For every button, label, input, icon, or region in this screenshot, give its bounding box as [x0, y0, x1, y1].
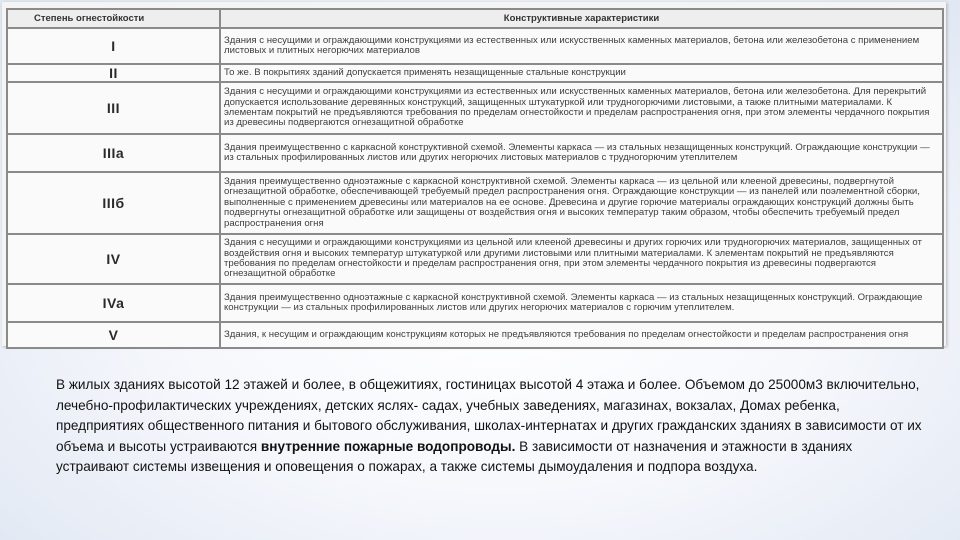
description-cell: Здания с несущими и ограждающими конструкциями из естественных или искусственных каменных материалов, бетона или железобетона. Для перекрытий допускается использование деревянных конструкций, защищенных штукатуркой или трудногорючими листовыми, а также плитными материалами. К элементам покрытий не предъявляются требования по пределам огнестойкости и пределам распространения огня, при этом элементы чердачного покрытия из древесины подвергаются огнезащитной обработке	[220, 82, 943, 134]
degree-cell: I	[7, 28, 220, 64]
paragraph-text-start: В жилых зданиях высотой 12 этажей и более, в общежитиях, гостиницах высотой 4 этажа и более. Объемом до 25000м3 включительно, лечебно-профилактических учреждениях, детских яслях- садах, учебных заведениях, магазинах, вокзалах, Домах ребенка, предприятиях общественного питания и бытового обслуживания, школах-интернатах и других гражданских зданиях в зависимости от их объема и высоты устраиваются	[56, 377, 922, 454]
paragraph-bold-phrase: внутренние пожарные водопроводы.	[260, 438, 516, 454]
description-cell: Здания с несущими и ограждающими конструкциями из цельной или клееной древесины и других горючих или трудногорючих материалов, защищенных от воздействия огня и высоких температур штукатуркой или другими листовыми или плитными материалами. К элементам покрытий не предъявляются требования по пределам огнестойкости и пределам распространения огня, при этом элементы чердачного покрытия из древесины подвергаются огнезащитной обработке	[220, 234, 943, 284]
table-row	[7, 322, 943, 348]
degree-cell: V	[7, 322, 220, 348]
table-row	[7, 134, 943, 172]
description-cell: Здания преимущественно одноэтажные с каркасной конструктивной схемой. Элементы каркаса — из цельной или клееной древесины, подвергнутой огнезащитной обработке, обеспечивающей требуемый предел распространения огня. Ограждающие конструкции — из панелей или поэлементной сборки, выполненные с применением древесины или материалов на ее основе. Древесина и другие горючие материалы ограждающих конструкций должны быть подвергнуты огнезащитной обработке или защищены от воздействия огня и высоких температур таким образом, чтобы обеспечить требуемый предел распространения огня	[220, 172, 943, 234]
description-cell: То же. В покрытиях зданий допускается применять незащищенные стальные конструкции	[220, 64, 943, 82]
degree-cell: IV	[7, 234, 220, 284]
body-paragraph	[56, 375, 926, 478]
degree-cell: IVa	[7, 284, 220, 322]
table-row	[7, 28, 943, 64]
description-cell: Здания, к несущим и ограждающим конструкциям которых не предъявляются требования по пределам огнестойкости и пределам распространения огня	[220, 322, 943, 348]
description-cell: Здания преимущественно одноэтажные с каркасной конструктивной схемой. Элементы каркаса — из стальных незащищенных конструкций. Ограждающие конструкции — из стальных профилированных листов или других негорючих материалов с горючим утеплителем.	[220, 284, 943, 322]
table-row	[7, 234, 943, 284]
fire-resistance-table-image	[2, 2, 946, 346]
table-row	[7, 284, 943, 322]
table-row	[7, 64, 943, 82]
description-cell: Здания с несущими и ограждающими конструкциями из естественных или искусственных каменных материалов, бетона или железобетона с применением листовых и плитных негорючих материалов	[220, 28, 943, 64]
degree-cell: III	[7, 82, 220, 134]
table-row	[7, 172, 943, 234]
description-cell: Здания преимущественно с каркасной конструктивной схемой. Элементы каркаса — из стальных незащищенных конструкций. Ограждающие конструкции — из стальных профилированных листов или других негорючих листовых материалов с трудногорючим утеплителем	[220, 134, 943, 172]
fire-resistance-table	[6, 8, 944, 349]
degree-cell: IIIa	[7, 134, 220, 172]
header-characteristics: Конструктивные характеристики	[220, 9, 943, 28]
header-degree: Степень огнестойкости	[7, 9, 220, 28]
degree-cell: II	[7, 64, 220, 82]
table-row	[7, 82, 943, 134]
degree-cell: IIIб	[7, 172, 220, 234]
table-header-row	[7, 9, 943, 28]
paragraph-text-end: В зависимости от назначения и этажности в зданиях устраивают системы извещения и оповещения о пожарах, а также системы дымоудаления и подпора воздуха.	[56, 438, 853, 474]
